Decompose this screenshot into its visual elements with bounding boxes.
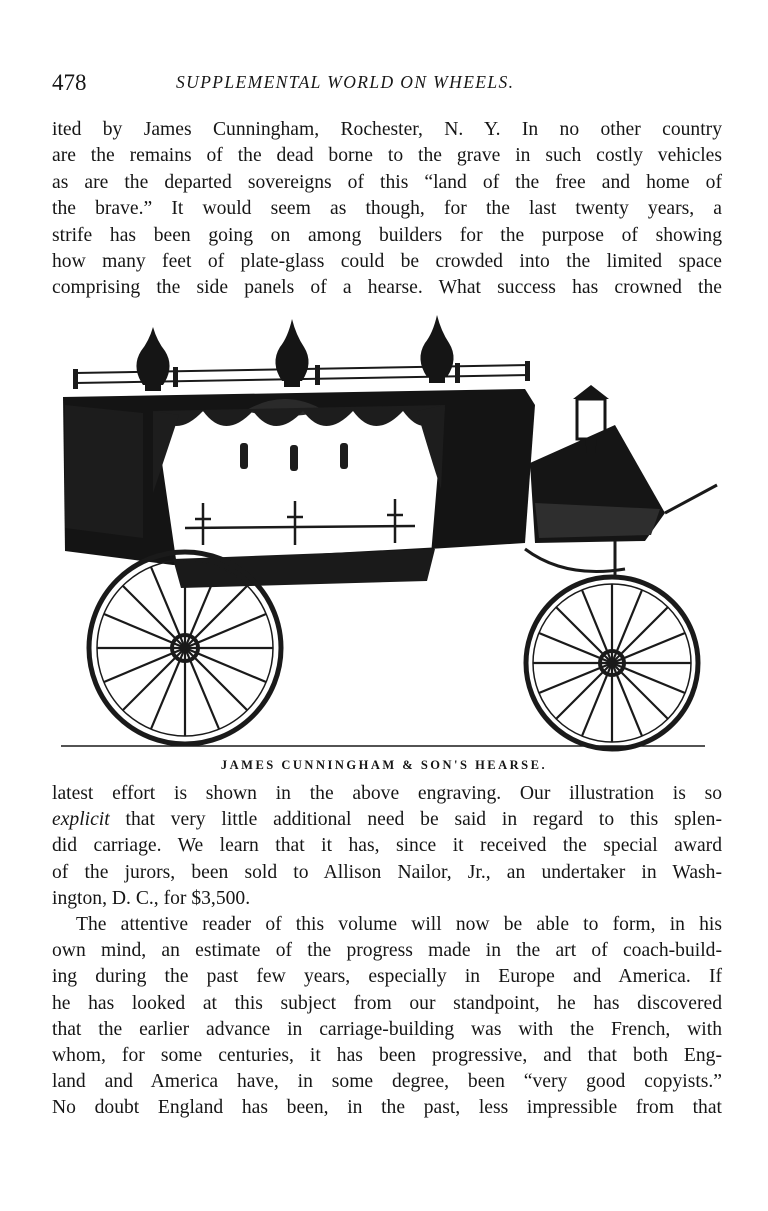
text-line: No doubt England has been, in the past, less impressible from that xyxy=(52,1097,722,1119)
text-run: that very little additional need be said in regard to this splen- xyxy=(109,809,722,831)
text-line: ington, D. C., for $3,500. xyxy=(52,887,251,909)
text-line: that the earlier advance in carriage-building was with the French, with xyxy=(52,1018,722,1040)
paragraph-bottom xyxy=(52,781,722,1121)
running-head: SUPPLEMENTAL WORLD ON WHEELS. xyxy=(176,72,515,92)
text-line: comprising the side panels of a hearse. What success has crowned the xyxy=(52,277,722,299)
text-line: ited by James Cunningham, Rochester, N. Y. In no other country xyxy=(52,119,722,140)
paragraph-top xyxy=(52,117,722,302)
text-line: ing during the past few years, especially in Europe and America. If xyxy=(52,966,722,988)
text-line: the brave.” It would seem as though, for the last twenty years, a xyxy=(52,198,722,220)
hearse-engraving xyxy=(55,313,723,758)
page-number: 478 xyxy=(52,70,87,95)
text-line: latest effort is shown in the above engraving. Our illustration is so xyxy=(52,783,722,804)
text-line: own mind, an estimate of the progress made in the art of coach-build- xyxy=(52,940,722,962)
text-line: did carriage. We learn that it has, since it received the special award xyxy=(52,835,722,857)
text-line: how many feet of plate-glass could be crowded into the limited space xyxy=(52,250,722,272)
text-line xyxy=(52,807,722,833)
figure-caption: JAMES CUNNINGHAM & SON'S HEARSE. xyxy=(220,758,548,772)
text-line: land and America have, in some degree, been “very good copyists.” xyxy=(52,1071,722,1093)
text-line: of the jurors, been sold to Allison Nailor, Jr., an undertaker in Wash- xyxy=(52,861,722,883)
text-line: as are the departed sovereigns of this “land of the free and home of xyxy=(52,171,722,193)
text-line: whom, for some centuries, it has been progressive, and that both Eng- xyxy=(52,1044,722,1066)
text-line: The attentive reader of this volume will now be able to form, in his xyxy=(76,913,722,935)
text-line: are the remains of the dead borne to the grave in such costly vehicles xyxy=(52,145,722,167)
text-line: he has looked at this subject from our standpoint, he has discovered xyxy=(52,992,722,1014)
emphasis-explicit: explicit xyxy=(52,809,110,831)
page-header xyxy=(52,70,720,104)
text-line: strife has been going on among builders for the purpose of showing xyxy=(52,224,722,246)
